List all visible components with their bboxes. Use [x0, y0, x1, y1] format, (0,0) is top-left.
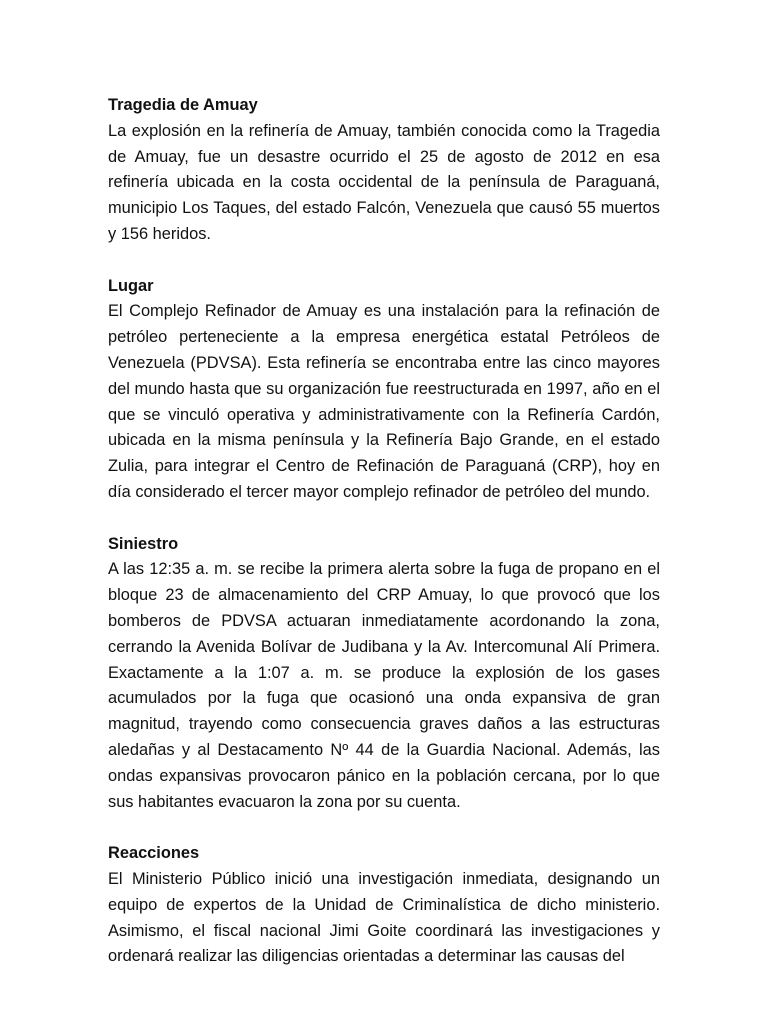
- section-title: Tragedia de Amuay: [108, 96, 258, 114]
- document-body: [108, 93, 660, 996]
- section-title: Reacciones: [108, 844, 200, 863]
- section-reacciones: [108, 841, 660, 970]
- section-paragraph: El Complejo Refinador de Amuay es una instalación para la refinación de petróleo perteneciente a la empresa energética estatal Petróleos de Venezuela (PDVSA). Esta refinería se encontraba entre las cinco mayores del mundo hasta que su organización fue reestructurada en 1997, año en el que se vinculó operativa y administrativamente con la Refinería Cardón, ubicada en la misma península y la Refinería Bajo Grande, en el estado Zulia, para integrar el Centro de Refinación de Paraguaná (CRP), hoy en día considerado el tercer mayor complejo refinador de petróleo del mundo.: [108, 302, 660, 501]
- section-tragedia: [108, 93, 660, 248]
- section-paragraph: A las 12:35 a. m. se recibe la primera alerta sobre la fuga de propano en el bloque 23 de almacenamiento del CRP Amuay, lo que provocó que los bomberos de PDVSA actuaran inmediatamente acordonando la zona, cerrando la Avenida Bolívar de Judibana y la Av. Intercomunal Alí Primera. Exactamente a la 1:07 a. m. se produce la explosión de los gases acumulados por la fuga que ocasionó una onda expansiva de gran magnitud, trayendo como consecuencia graves daños a las estructuras aledañas y al Destacamento Nº 44 de la Guardia Nacional. Además, las ondas expansivas provocaron pánico en la población cercana, por lo que sus habitantes evacuaron la zona por su cuenta.: [108, 560, 660, 811]
- section-siniestro: [108, 532, 660, 816]
- section-title: Siniestro: [108, 534, 179, 553]
- section-title: Lugar: [108, 276, 154, 295]
- section-paragraph: El Ministerio Público inició una investigación inmediata, designando un equipo de expertos de la Unidad de Criminalística de dicho ministerio. Asimismo, el fiscal nacional Jimi Goite coordinará las investigaciones y ordenará realizar las diligencias orientadas a determinar las causas del: [108, 869, 660, 966]
- section-lugar: [108, 274, 660, 506]
- section-paragraph: La explosión en la refinería de Amuay, también conocida como la Tragedia de Amuay, fue un desastre ocurrido el 25 de agosto de 2012 en esa refinería ubicada en la costa occidental de la península de Paraguaná, municipio Los Taques, del estado Falcón, Venezuela que causó 55 muertos y 156 heridos.: [108, 121, 660, 243]
